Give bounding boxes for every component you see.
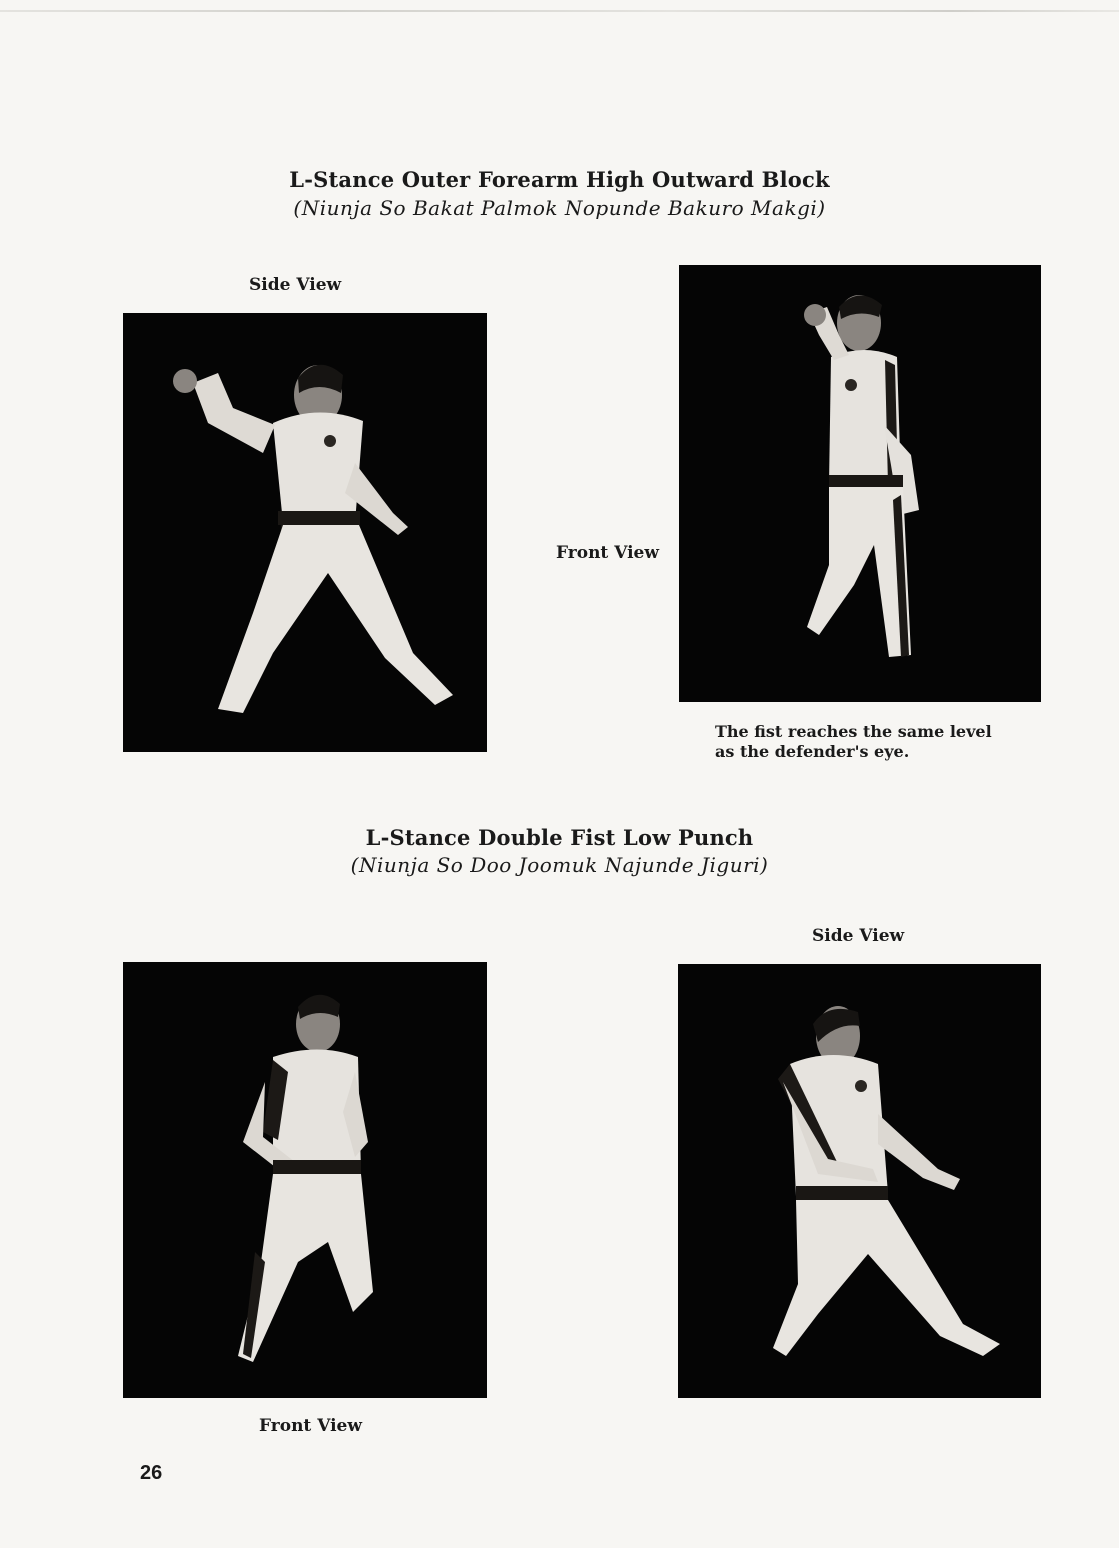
section2-title: L-Stance Double Fist Low Punch bbox=[365, 825, 754, 850]
section1-note-line1: The fist reaches the same level bbox=[715, 722, 992, 741]
section1-side-view-photo bbox=[123, 313, 487, 752]
page-number: 26 bbox=[140, 1462, 163, 1484]
martial-artist-figure bbox=[123, 313, 487, 752]
section1-title: L-Stance Outer Forearm High Outward Block bbox=[289, 167, 830, 192]
section2-front-view-photo bbox=[123, 962, 487, 1398]
martial-artist-figure bbox=[679, 265, 1041, 702]
martial-artist-figure bbox=[678, 964, 1041, 1398]
section2-side-view-label: Side View bbox=[812, 926, 905, 946]
section2-subtitle: (Niunja So Doo Joomuk Najunde Jiguri) bbox=[350, 853, 769, 877]
section1-front-view-photo bbox=[679, 265, 1041, 702]
section2-front-view-label: Front View bbox=[259, 1416, 362, 1436]
section2-side-view-photo bbox=[678, 964, 1041, 1398]
section1-front-view-label: Front View bbox=[556, 543, 659, 563]
section1-subtitle: (Niunja So Bakat Palmok Nopunde Bakuro Makgi) bbox=[293, 196, 826, 220]
section1-side-view-label: Side View bbox=[249, 275, 342, 295]
section1-note-line2: as the defender's eye. bbox=[715, 742, 910, 761]
scan-edge-line bbox=[0, 10, 1119, 12]
martial-artist-figure bbox=[123, 962, 487, 1398]
